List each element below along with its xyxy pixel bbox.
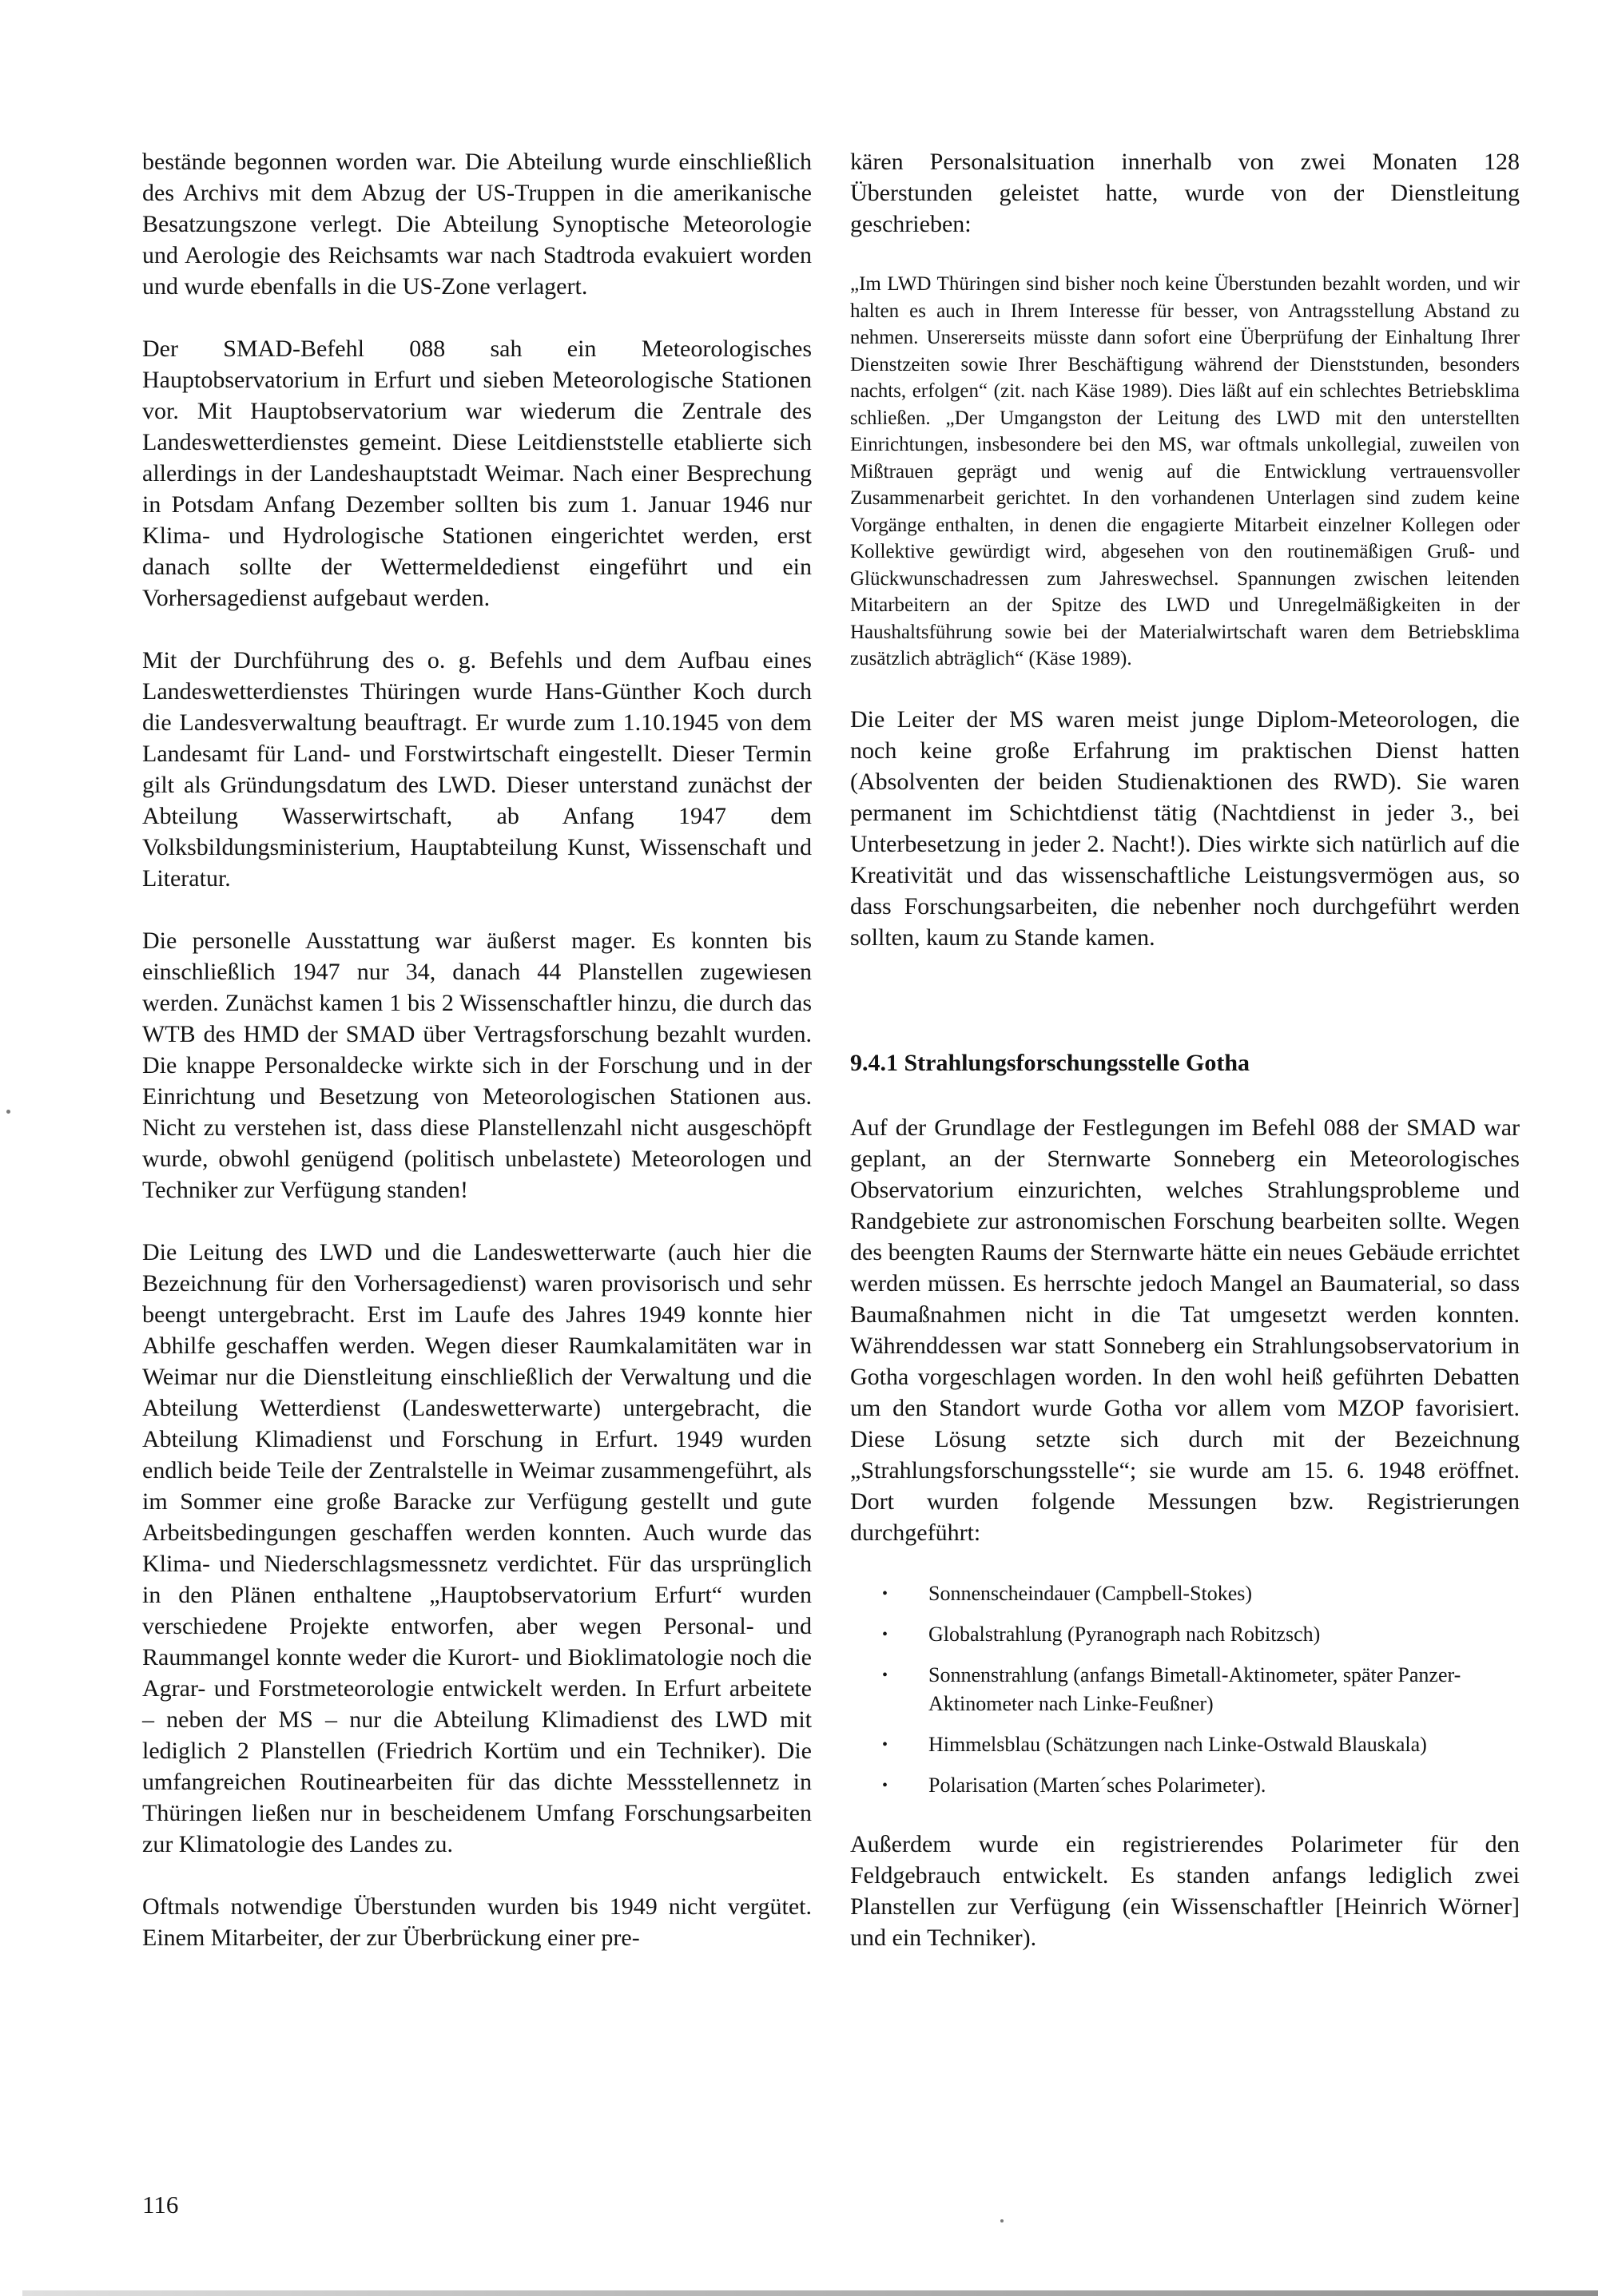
paragraph: bestände begonnen worden war. Die Abteilung wurde einschließlich des Archivs mit dem Abzug der US-Truppen in die amerikanische Besatzungszone verlegt. Die Abteilung Synoptische Meteorologie und Aerologie des Reichsamts war nach Stadtroda evakuiert worden und wurde ebenfalls in die US-Zone verlagert. [142, 149, 812, 300]
paragraph: Mit der Durchführung des o. g. Befehls und dem Aufbau eines Landeswetterdienstes Thüringen wurde Hans-Günther Koch durch die Landesverwaltung beauftragt. Er wurde zum 1.10.1945 von dem Landesamt für Land- und Forstwirtschaft eingestellt. Dieser Termin gilt als Gründungsdatum des LWD. Dieser unterstand zunächst der Abteilung Wasserwirtschaft, ab Anfang 1947 dem Volksbildungsministerium, Hauptabteilung Kunst, Wissenschaft und Literatur. [142, 647, 812, 892]
measurement-bullet-list [850, 1579, 1520, 1800]
list-item-text: Globalstrahlung (Pyranograph nach Robitzsch) [928, 1622, 1321, 1646]
section-closing-paragraph: Außerdem wurde ein registrierendes Polarimeter für den Feldgebrauch entwickelt. Es standen anfangs lediglich zwei Planstellen zur Verfügung (ein Wissenschaftler [Heinrich Wörner] und ein Techniker). [850, 1830, 1520, 1951]
bullet-icon: • [882, 1625, 888, 1643]
scan-speck [6, 1110, 10, 1114]
paragraph: Die personelle Ausstattung war äußerst mager. Es konnten bis einschließlich 1947 nur 34, danach 44 Planstellen zugewiesen werden. Zunächst kamen 1 bis 2 Wissenschaftler hinzu, die durch das WTB des HMD der SMAD über Vertragsforschung bezahlt wurden. Die knappe Personaldecke wirkte sich in der Forschung und in der Einrichtung und Besetzung von Meteorologischen Stationen aus. Nicht zu verstehen ist, dass diese Planstellenzahl nicht ausgeschöpft wurde, obwohl genügend (politisch unbelastete) Meteorologen und Techniker zur Verfügung standen! [142, 928, 812, 1203]
continuation-paragraph: kären Personalsituation innerhalb von zwei Monaten 128 Überstunden geleistet hatte, wurde von der Dienstleitung geschrieben: [850, 149, 1520, 237]
list-item-text: Sonnenscheindauer (Campbell-Stokes) [928, 1581, 1253, 1605]
list-item [882, 1661, 1520, 1718]
scan-speck [1000, 2219, 1004, 2223]
block-quote: „Im LWD Thüringen sind bisher noch keine Überstunden bezahlt worden, und wir halten es auch in Ihrem Interesse für besser, von Antragsstellung Abstand zu nehmen. Unsererseits müsste dann sofort eine Überprüfung der Einhaltung Ihrer Dienstzeiten sowie Ihrer Beschäftigung während der Dienststunden, besonders nachts, erfolgen“ (zit. nach Käse 1989). Dies läßt auf ein schlechtes Betriebsklima schließen. „Der Umgangston der Leitung des LWD mit den unterstellten Einrichtungen, insbesondere bei den MS, war oftmals unkollegial, zuweilen von Mißtrauen geprägt und wenig auf die Entwicklung vertrauensvoller Zusammenarbeit gerichtet. In den vorhandenen Unterlagen sind zudem keine Vorgänge enthalten, in denen die engagierte Mitarbeit einzelner Kollegen oder Kollektive gewürdigt wird, abgesehen von den routinemäßigen Gruß- und Glückwunschadressen zum Jahreswechsel. Spannungen zwischen leitenden Mitarbeitern an der Spitze des LWD und Unregelmäßigkeiten in der Haushaltsführung sowie bei der Materialwirtschaft waren dem Betriebsklima zusätzlich abträglich“ (Käse 1989). [850, 273, 1520, 669]
right-text-column [850, 146, 1520, 1984]
scan-edge-artifact [22, 2290, 1598, 2296]
paragraph: Oftmals notwendige Überstunden wurden bis 1949 nicht vergütet. Einem Mitarbeiter, der zur Überbrückung einer pre- [142, 1893, 812, 1951]
section-heading: 9.4.1 Strahlungsforschungsstelle Gotha [850, 1049, 1250, 1076]
bullet-icon: • [882, 1776, 888, 1794]
bullet-icon: • [882, 1735, 888, 1754]
list-item [882, 1620, 1520, 1649]
paragraph: Die Leiter der MS waren meist junge Diplom-Meteorologen, die noch keine große Erfahrung im praktischen Dienst hatten (Absolventen der beiden Studienaktionen des RWD). Sie waren permanent im Schichtdienst tätig (Nachtdienst in jeder 3., bei Unterbesetzung in jeder 2. Nacht!). Dies wirkte sich natürlich auf die Kreativität und das wissenschaftliche Leistungsvermögen aus, so dass Forschungsarbeiten, die nebenher noch durchgeführt werden sollten, kaum zu Stande kamen. [850, 705, 1520, 951]
list-item [882, 1730, 1520, 1759]
list-item [882, 1579, 1520, 1608]
list-item-text: Himmelsblau (Schätzungen nach Linke-Ostwald Blauskala) [928, 1732, 1427, 1756]
paragraph: Der SMAD-Befehl 088 sah ein Meteorologisches Hauptobservatorium in Erfurt und sieben Meteorologische Stationen vor. Mit Hauptobservatorium war wiederum die Zentrale des Landeswetterdienstes gemeint. Diese Leitdienststelle etablierte sich allerdings in der Landeshauptstadt Weimar. Nach einer Besprechung in Potsdam Anfang Dezember sollten bis zum 1. Januar 1946 nur Klima- und Hydrologische Stationen eingerichtet werden, erst danach sollte der Wettermeldedienst eingeführt und ein Vorhersagedienst aufgebaut werden. [142, 336, 812, 611]
bullet-icon: • [882, 1584, 888, 1603]
list-item [882, 1771, 1520, 1800]
section-intro-paragraph: Auf der Grundlage der Festlegungen im Befehl 088 der SMAD war geplant, an der Sternwarte Sonneberg ein Meteorologisches Observatorium einzurichten, welches Strahlungsprobleme und Randgebiete zur astronomischen Forschung bearbeiten sollte. Wegen des beengten Raums der Sternwarte hätte ein neues Gebäude errichtet werden müssen. Es herrschte jedoch Mangel an Baumaterial, so dass Baumaßnahmen nicht in die Tat umgesetzt werden konnten. Währenddessen war statt Sonneberg ein Strahlungsobservatorium in Gotha vorgeschlagen worden. In den wohl heiß geführten Debatten um den Standort wurde Gotha vor allem vom MZOP favorisiert. Diese Lösung setzte sich durch mit der Bezeichnung „Strahlungsforschungsstelle“; sie wurde am 15. 6. 1948 eröffnet. Dort wurden folgende Messungen bzw. Registrierungen durchgeführt: [850, 1114, 1520, 1546]
paragraph: Die Leitung des LWD und die Landeswetterwarte (auch hier die Bezeichnung für den Vorhersagedienst) waren provisorisch und sehr beengt untergebracht. Erst im Laufe des Jahres 1949 konnte hier Abhilfe geschaffen werden. Wegen dieser Raumkalamitäten war in Weimar nur die Dienstleitung einschließlich der Verwaltung und die Abteilung Wetterdienst (Landeswetterwarte) untergebracht, die Abteilung Klimadienst und Forschung in Erfurt. 1949 wurden endlich beide Teile der Zentralstelle in Weimar zusammengeführt, als im Sommer eine große Baracke zur Verfügung gestellt und gute Arbeitsbedingungen geschaffen werden konnten. Auch wurde das Klima- und Niederschlagsmessnetz verdichtet. Für das ursprünglich in den Plänen enthaltene „Hauptobservatorium Erfurt“ wurden verschiedene Projekte entworfen, aber wegen Personal- und Raummangel konnte weder die Kurort- und Bioklimatologie noch die Agrar- und Forstmeteorologie entwickelt werden. In Erfurt arbeitete – neben der MS – nur die Abteilung Klimadienst des LWD mit lediglich 2 Planstellen (Friedrich Kortüm und ein Techniker). Die umfangreichen Routinearbeiten für das dichte Messstellennetz in Thüringen ließen nur in bescheidenem Umfang Forschungsarbeiten zur Klimatologie des Landes zu. [142, 1239, 812, 1857]
list-item-text: Polarisation (Marten´sches Polarimeter). [928, 1773, 1266, 1797]
left-text-column [142, 146, 812, 1984]
list-item-text: Sonnenstrahlung (anfangs Bimetall-Aktinometer, später Panzer-Aktinometer nach Linke-Feußner) [928, 1662, 1461, 1715]
page-number: 116 [142, 2191, 179, 2219]
bullet-icon: • [882, 1666, 888, 1684]
